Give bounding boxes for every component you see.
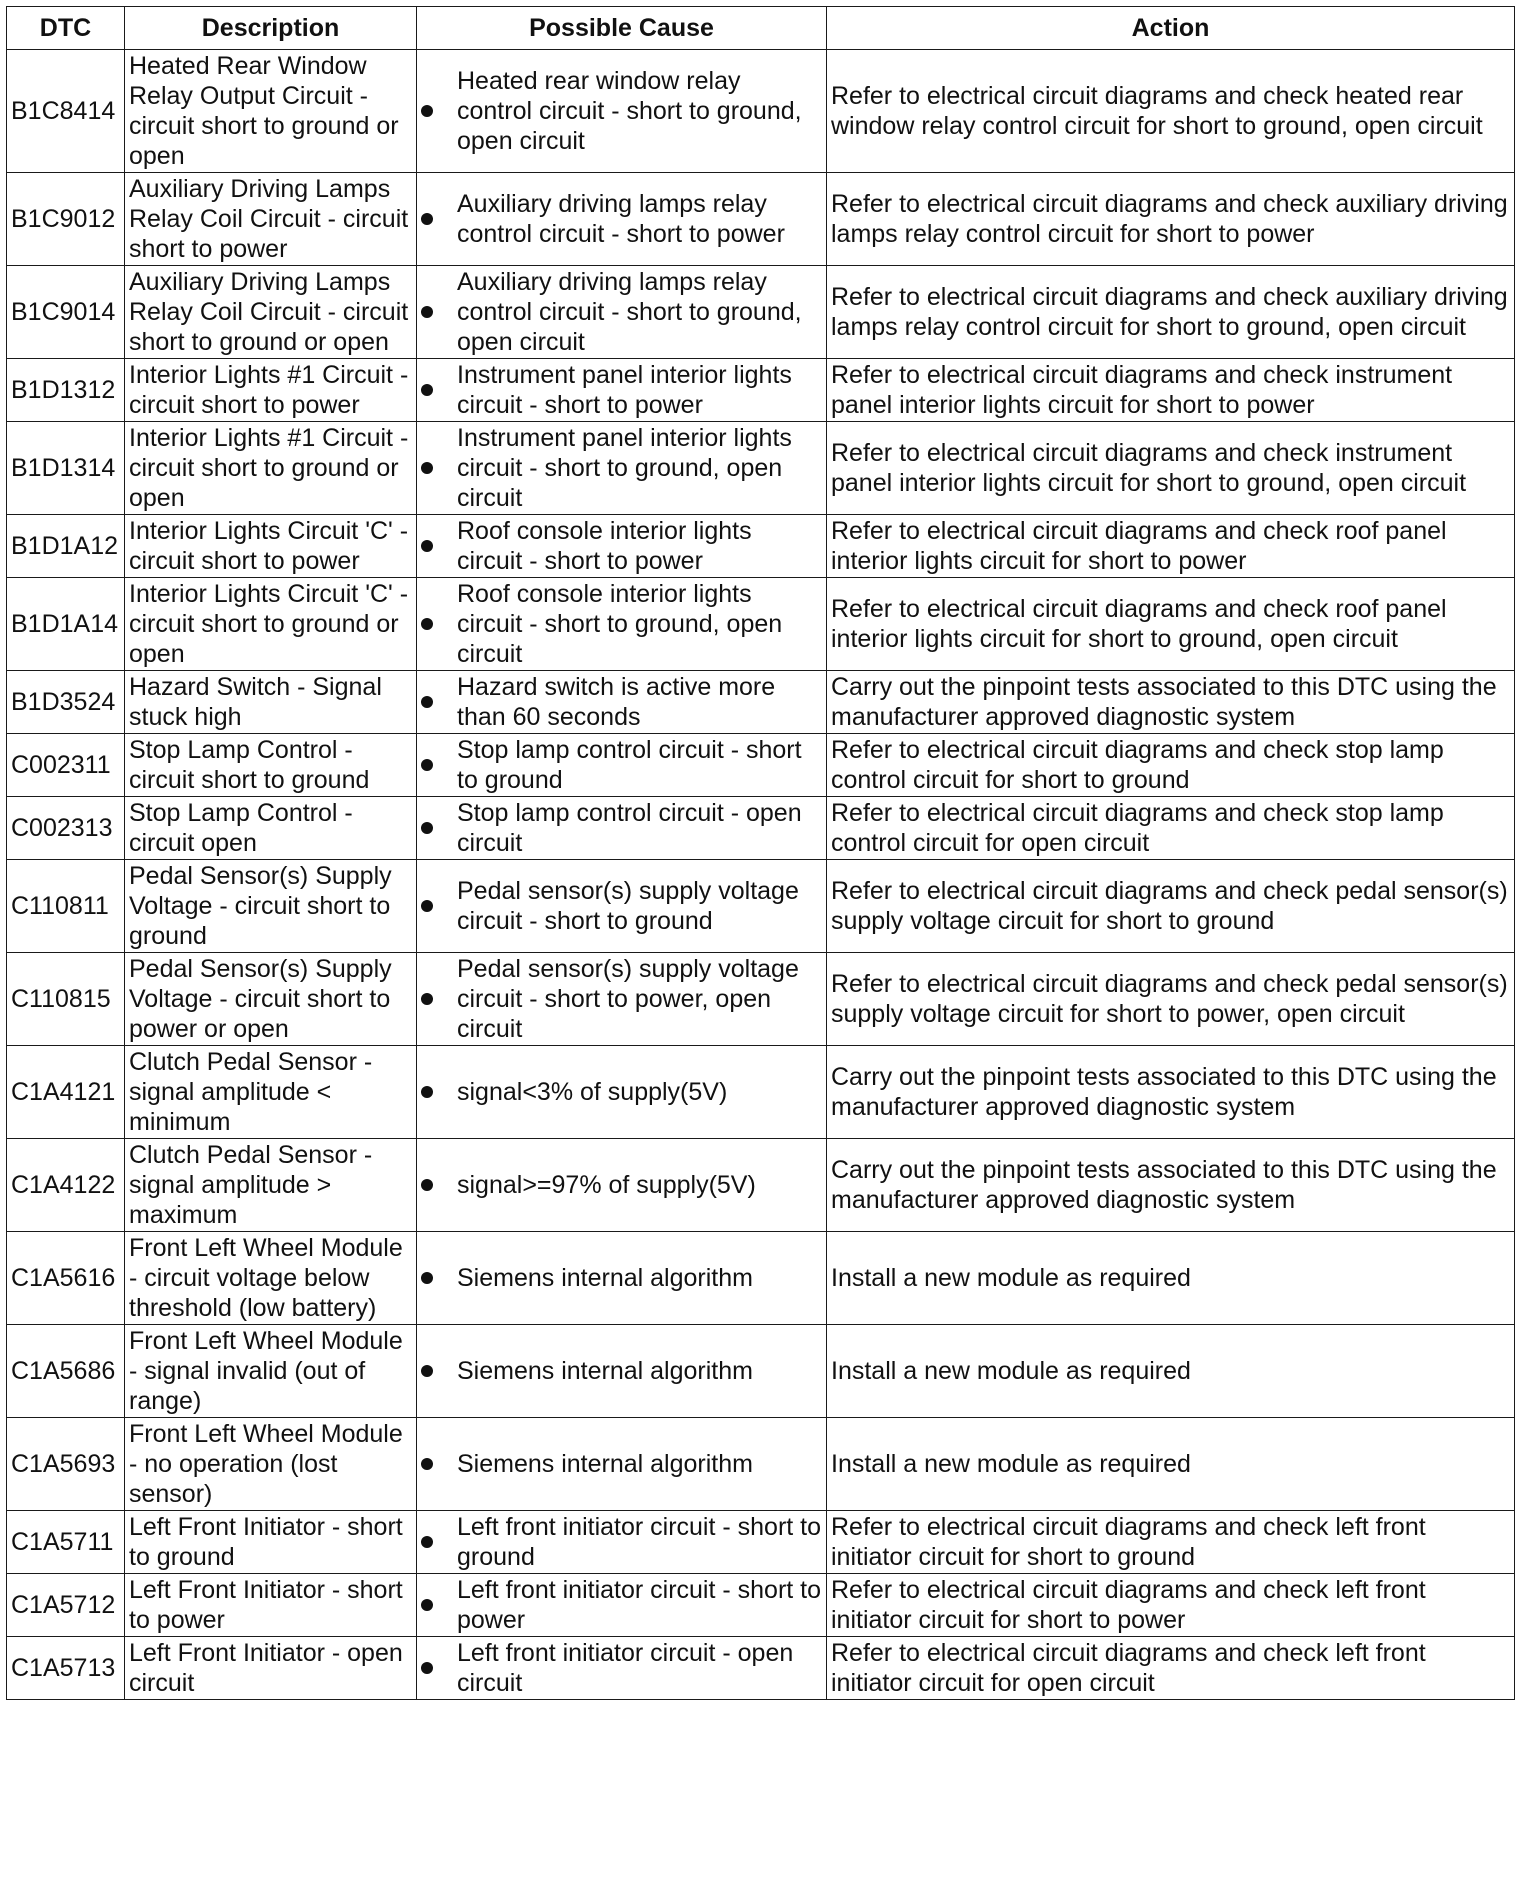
table-row — [7, 1046, 1515, 1139]
possible-cause-text: Heated rear window relay control circuit - short to ground, open circuit — [457, 67, 802, 155]
dtc-description: Heated Rear Window Relay Output Circuit - circuit short to ground or open — [125, 50, 417, 173]
possible-cause-text: Pedal sensor(s) supply voltage circuit - short to ground — [457, 877, 799, 935]
action-text: Carry out the pinpoint tests associated to this DTC using the manufacturer approved diagnostic system — [827, 1046, 1515, 1139]
action-text: Refer to electrical circuit diagrams and check roof panel interior lights circuit for short to power — [827, 515, 1515, 578]
table-row — [7, 359, 1515, 422]
dtc-code: C1A5693 — [7, 1418, 125, 1511]
bullet-icon — [421, 383, 445, 397]
bullet-icon — [421, 104, 445, 118]
possible-cause-text: Pedal sensor(s) supply voltage circuit - short to power, open circuit — [457, 955, 799, 1043]
dtc-description: Stop Lamp Control - circuit short to ground — [125, 734, 417, 797]
dtc-code: B1C9012 — [7, 173, 125, 266]
possible-cause-cell — [417, 671, 827, 734]
possible-cause-text: Left front initiator circuit - short to ground — [457, 1513, 822, 1571]
possible-cause-cell — [417, 1418, 827, 1511]
dtc-description: Auxiliary Driving Lamps Relay Coil Circuit - circuit short to ground or open — [125, 266, 417, 359]
possible-cause-cell — [417, 797, 827, 860]
action-text: Refer to electrical circuit diagrams and check pedal sensor(s) supply voltage circuit for short to ground — [827, 860, 1515, 953]
dtc-description: Pedal Sensor(s) Supply Voltage - circuit short to power or open — [125, 953, 417, 1046]
table-row — [7, 422, 1515, 515]
header-possible-cause: Possible Cause — [417, 7, 827, 50]
bullet-icon — [421, 1457, 445, 1471]
possible-cause-text: Left front initiator circuit - open circuit — [457, 1639, 794, 1697]
possible-cause-text: Instrument panel interior lights circuit - short to power — [457, 361, 792, 419]
possible-cause-text: Stop lamp control circuit - short to ground — [457, 736, 802, 794]
bullet-icon — [421, 305, 445, 319]
dtc-code: C1A4121 — [7, 1046, 125, 1139]
dtc-code: C1A5711 — [7, 1511, 125, 1574]
dtc-code: B1C9014 — [7, 266, 125, 359]
action-text: Refer to electrical circuit diagrams and check instrument panel interior lights circuit for short to ground, open circuit — [827, 422, 1515, 515]
possible-cause-text: Siemens internal algorithm — [457, 1357, 753, 1385]
dtc-description: Front Left Wheel Module - circuit voltage below threshold (low battery) — [125, 1232, 417, 1325]
possible-cause-cell — [417, 266, 827, 359]
possible-cause-cell — [417, 1046, 827, 1139]
possible-cause-cell — [417, 1232, 827, 1325]
dtc-code: B1C8414 — [7, 50, 125, 173]
dtc-description: Left Front Initiator - short to ground — [125, 1511, 417, 1574]
bullet-icon — [421, 1364, 445, 1378]
table-row — [7, 515, 1515, 578]
table-row — [7, 1325, 1515, 1418]
action-text: Carry out the pinpoint tests associated to this DTC using the manufacturer approved diagnostic system — [827, 671, 1515, 734]
action-text: Refer to electrical circuit diagrams and check left front initiator circuit for open circuit — [827, 1637, 1515, 1700]
table-row — [7, 860, 1515, 953]
possible-cause-text: Left front initiator circuit - short to power — [457, 1576, 822, 1634]
action-text: Install a new module as required — [827, 1325, 1515, 1418]
bullet-icon — [421, 821, 445, 835]
header-action: Action — [827, 7, 1515, 50]
dtc-code: B1D3524 — [7, 671, 125, 734]
possible-cause-text: Auxiliary driving lamps relay control circuit - short to ground, open circuit — [457, 268, 802, 356]
action-text: Carry out the pinpoint tests associated to this DTC using the manufacturer approved diagnostic system — [827, 1139, 1515, 1232]
table-row — [7, 953, 1515, 1046]
dtc-description: Clutch Pedal Sensor - signal amplitude < minimum — [125, 1046, 417, 1139]
table-row — [7, 1139, 1515, 1232]
action-text: Install a new module as required — [827, 1232, 1515, 1325]
bullet-icon — [421, 461, 445, 475]
bullet-icon — [421, 1085, 445, 1099]
table-row — [7, 734, 1515, 797]
possible-cause-cell — [417, 50, 827, 173]
table-body — [7, 50, 1515, 1700]
action-text: Refer to electrical circuit diagrams and check left front initiator circuit for short to power — [827, 1574, 1515, 1637]
bullet-icon — [421, 539, 445, 553]
dtc-description: Front Left Wheel Module - no operation (lost sensor) — [125, 1418, 417, 1511]
possible-cause-cell — [417, 422, 827, 515]
dtc-code: C1A4122 — [7, 1139, 125, 1232]
possible-cause-cell — [417, 515, 827, 578]
action-text: Refer to electrical circuit diagrams and check heated rear window relay control circuit for short to ground, open circuit — [827, 50, 1515, 173]
action-text: Install a new module as required — [827, 1418, 1515, 1511]
table-row — [7, 1418, 1515, 1511]
dtc-description: Hazard Switch - Signal stuck high — [125, 671, 417, 734]
possible-cause-cell — [417, 860, 827, 953]
action-text: Refer to electrical circuit diagrams and check stop lamp control circuit for open circuit — [827, 797, 1515, 860]
possible-cause-cell — [417, 173, 827, 266]
possible-cause-text: Instrument panel interior lights circuit - short to ground, open circuit — [457, 424, 792, 512]
table-row — [7, 1232, 1515, 1325]
possible-cause-text: signal<3% of supply(5V) — [457, 1078, 728, 1106]
dtc-description: Clutch Pedal Sensor - signal amplitude > maximum — [125, 1139, 417, 1232]
dtc-document — [6, 6, 1514, 1700]
possible-cause-cell — [417, 734, 827, 797]
dtc-table — [6, 6, 1515, 1700]
table-row — [7, 1574, 1515, 1637]
dtc-code: C002313 — [7, 797, 125, 860]
table-row — [7, 671, 1515, 734]
possible-cause-cell — [417, 1325, 827, 1418]
action-text: Refer to electrical circuit diagrams and check left front initiator circuit for short to ground — [827, 1511, 1515, 1574]
possible-cause-text: Hazard switch is active more than 60 seconds — [457, 673, 776, 731]
possible-cause-text: signal>=97% of supply(5V) — [457, 1171, 756, 1199]
possible-cause-text: Siemens internal algorithm — [457, 1450, 753, 1478]
dtc-description: Pedal Sensor(s) Supply Voltage - circuit short to ground — [125, 860, 417, 953]
table-row — [7, 797, 1515, 860]
dtc-description: Stop Lamp Control - circuit open — [125, 797, 417, 860]
header-dtc: DTC — [7, 7, 125, 50]
action-text: Refer to electrical circuit diagrams and check pedal sensor(s) supply voltage circuit for short to power, open circuit — [827, 953, 1515, 1046]
header-row — [7, 7, 1515, 50]
dtc-code: C110815 — [7, 953, 125, 1046]
table-row — [7, 50, 1515, 173]
dtc-description: Interior Lights #1 Circuit - circuit short to power — [125, 359, 417, 422]
action-text: Refer to electrical circuit diagrams and check instrument panel interior lights circuit for short to power — [827, 359, 1515, 422]
possible-cause-text: Stop lamp control circuit - open circuit — [457, 799, 802, 857]
bullet-icon — [421, 1661, 445, 1675]
dtc-description: Left Front Initiator - open circuit — [125, 1637, 417, 1700]
possible-cause-cell — [417, 1139, 827, 1232]
bullet-icon — [421, 695, 445, 709]
dtc-code: B1D1314 — [7, 422, 125, 515]
possible-cause-text: Roof console interior lights circuit - short to power — [457, 517, 752, 575]
dtc-description: Auxiliary Driving Lamps Relay Coil Circuit - circuit short to power — [125, 173, 417, 266]
table-row — [7, 578, 1515, 671]
table-row — [7, 1511, 1515, 1574]
dtc-code: C1A5686 — [7, 1325, 125, 1418]
dtc-code: B1D1A12 — [7, 515, 125, 578]
dtc-description: Interior Lights #1 Circuit - circuit short to ground or open — [125, 422, 417, 515]
bullet-icon — [421, 758, 445, 772]
bullet-icon — [421, 1598, 445, 1612]
dtc-description: Front Left Wheel Module - signal invalid (out of range) — [125, 1325, 417, 1418]
bullet-icon — [421, 899, 445, 913]
dtc-description: Left Front Initiator - short to power — [125, 1574, 417, 1637]
possible-cause-cell — [417, 359, 827, 422]
table-row — [7, 266, 1515, 359]
possible-cause-text: Roof console interior lights circuit - short to ground, open circuit — [457, 580, 783, 668]
dtc-description: Interior Lights Circuit 'C' - circuit short to power — [125, 515, 417, 578]
bullet-icon — [421, 992, 445, 1006]
table-row — [7, 1637, 1515, 1700]
bullet-icon — [421, 1535, 445, 1549]
dtc-code: C002311 — [7, 734, 125, 797]
possible-cause-cell — [417, 1574, 827, 1637]
possible-cause-text: Auxiliary driving lamps relay control circuit - short to power — [457, 190, 785, 248]
action-text: Refer to electrical circuit diagrams and check roof panel interior lights circuit for short to ground, open circuit — [827, 578, 1515, 671]
possible-cause-cell — [417, 578, 827, 671]
dtc-code: C1A5616 — [7, 1232, 125, 1325]
bullet-icon — [421, 1271, 445, 1285]
bullet-icon — [421, 617, 445, 631]
table-row — [7, 173, 1515, 266]
header-description: Description — [125, 7, 417, 50]
possible-cause-cell — [417, 953, 827, 1046]
dtc-code: B1D1A14 — [7, 578, 125, 671]
dtc-code: C1A5713 — [7, 1637, 125, 1700]
action-text: Refer to electrical circuit diagrams and check auxiliary driving lamps relay control circuit for short to power — [827, 173, 1515, 266]
dtc-description: Interior Lights Circuit 'C' - circuit short to ground or open — [125, 578, 417, 671]
action-text: Refer to electrical circuit diagrams and check stop lamp control circuit for short to ground — [827, 734, 1515, 797]
possible-cause-text: Siemens internal algorithm — [457, 1264, 753, 1292]
dtc-code: B1D1312 — [7, 359, 125, 422]
bullet-icon — [421, 212, 445, 226]
possible-cause-cell — [417, 1637, 827, 1700]
dtc-code: C110811 — [7, 860, 125, 953]
action-text: Refer to electrical circuit diagrams and check auxiliary driving lamps relay control circuit for short to ground, open circuit — [827, 266, 1515, 359]
possible-cause-cell — [417, 1511, 827, 1574]
dtc-code: C1A5712 — [7, 1574, 125, 1637]
bullet-icon — [421, 1178, 445, 1192]
